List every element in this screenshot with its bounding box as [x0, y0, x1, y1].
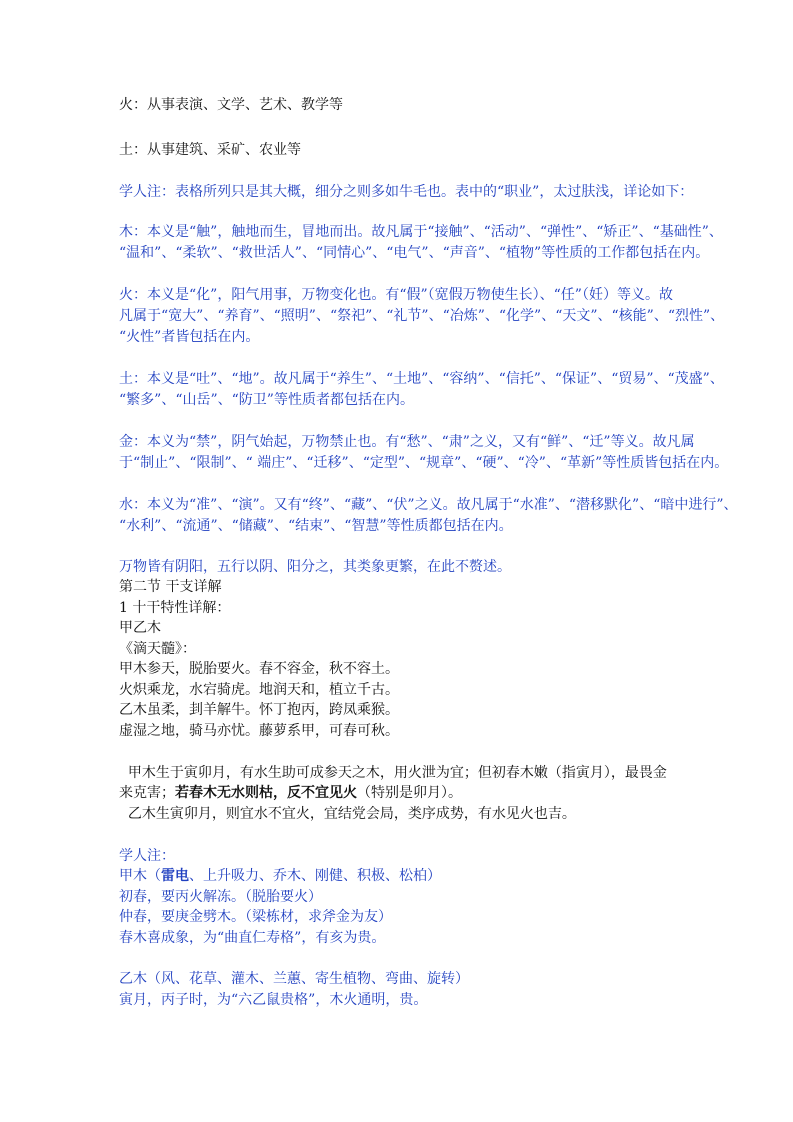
text-line: “温和”、“柔软”、“救世活人”、“同情心”、“电气”、“声音”、“植物”等性质的工作都包括在内。: [119, 245, 710, 261]
text-line: 土：本义是“吐”、“地”。故凡属于“养生”、“土地”、“容纳”、“信托”、“保证”、“贸易”、“茂盛”、: [119, 371, 724, 387]
bold-note: （特别是卯月）。: [357, 785, 462, 801]
text-line-with-emphasis: [119, 867, 441, 885]
text-line: 木：本义是“触”，触地而生，冒地而出。故凡属于“接触”、“活动”、“弹性”、“矫正”、“基础性”、: [119, 224, 723, 240]
text-line: 寅月，丙子时，为“六乙鼠贵格”，木火通明，贵。: [119, 992, 428, 1008]
text-line: 水：本义为“准”、“演”。又有“终”、“藏”、“伏”之义。故凡属于“水准”、“潜移默化”、“暗中进行”、: [119, 497, 738, 513]
text-line: 《滴天髓》：: [119, 641, 196, 657]
bold-word: 雷电: [161, 868, 189, 884]
text-line: 火：本义是“化”，阳气用事，万物变化也。有“假”（宽假万物使生长）、“任”（妊）等义。故: [119, 287, 673, 303]
text-line: 金：本义为“禁”，阴气始起，万物禁止也。有“愁”、“肃”之义，又有“鲜”、“迁”等义。故凡属: [119, 434, 695, 450]
text-line: “火性”者皆包括在内。: [119, 329, 260, 345]
text-line: 学人注：: [119, 848, 175, 864]
text-line: “繁多”、“山岳”、“防卫”等性质者都包括在内。: [119, 392, 414, 408]
text-line: 乙木（风、花草、灌木、兰蕙、寄生植物、弯曲、旋转）: [119, 971, 469, 987]
text-line: 乙木虽柔，刲羊解牛。怀丁抱丙，跨凤乘猴。: [119, 702, 399, 718]
text-line: 学人注：表格所列只是其大概，细分之则多如牛毛也。表中的“职业”，太过肤浅，详论如下：: [119, 184, 694, 200]
text-fragment: 甲木（: [119, 868, 161, 884]
text-line: 于“制止”、“限制”、“ 端庄”、“迁移”、“定型”、“规章”、“硬”、“冷”、“革新”等性质皆包括在内。: [119, 455, 729, 471]
subsection-heading: 1 十干特性详解：: [119, 600, 231, 616]
text-line: 火：从事表演、文学、艺术、教学等: [119, 97, 343, 113]
section-heading: 第二节 干支详解: [119, 579, 222, 595]
text-line: “水利”、“流通”、“储藏”、“结束”、“智慧”等性质都包括在内。: [119, 518, 513, 534]
text-line: 乙木生寅卯月，则宜水不宜火，宜结党会局，类序成势，有水见火也吉。: [119, 806, 576, 822]
text-line-with-emphasis: [119, 784, 462, 802]
text-fragment: 来克害；: [119, 785, 175, 801]
text-line: 春木喜成象，为“曲直仁寿格”，有亥为贵。: [119, 930, 386, 946]
text-line: 仲春，要庚金劈木。（梁栋材，求斧金为友）: [119, 909, 392, 925]
text-line: 甲木生于寅卯月，有水生助可成参天之木，用火泄为宜；但初春木嫩（指寅月），最畏金: [119, 765, 667, 781]
text-fragment: 、上升吸力、乔木、刚健、积极、松柏）: [189, 868, 441, 884]
text-line: 凡属于“宽大”、“养育”、“照明”、“祭祀”、“礼节”、“冶炼”、“化学”、“天文”、“核能”、“烈性”、: [119, 308, 725, 324]
text-line: 甲乙木: [119, 620, 161, 636]
text-line: 火炽乘龙，水宕骑虎。地润天和，植立千古。: [119, 682, 399, 698]
bold-phrase: 若春木无水则枯，反不宜见火: [175, 785, 357, 801]
text-line: 初春，要丙火解冻。（脱胎要火）: [119, 889, 322, 905]
text-line: 万物皆有阴阳，五行以阴、阳分之，其类象更繁，在此不赘述。: [119, 559, 511, 575]
text-line: 土：从事建筑、采矿、农业等: [119, 142, 301, 158]
text-line: 甲木参天，脱胎要火。春不容金，秋不容土。: [119, 661, 399, 677]
text-line: 虚湿之地，骑马亦忧。藤萝系甲，可春可秋。: [119, 723, 399, 739]
